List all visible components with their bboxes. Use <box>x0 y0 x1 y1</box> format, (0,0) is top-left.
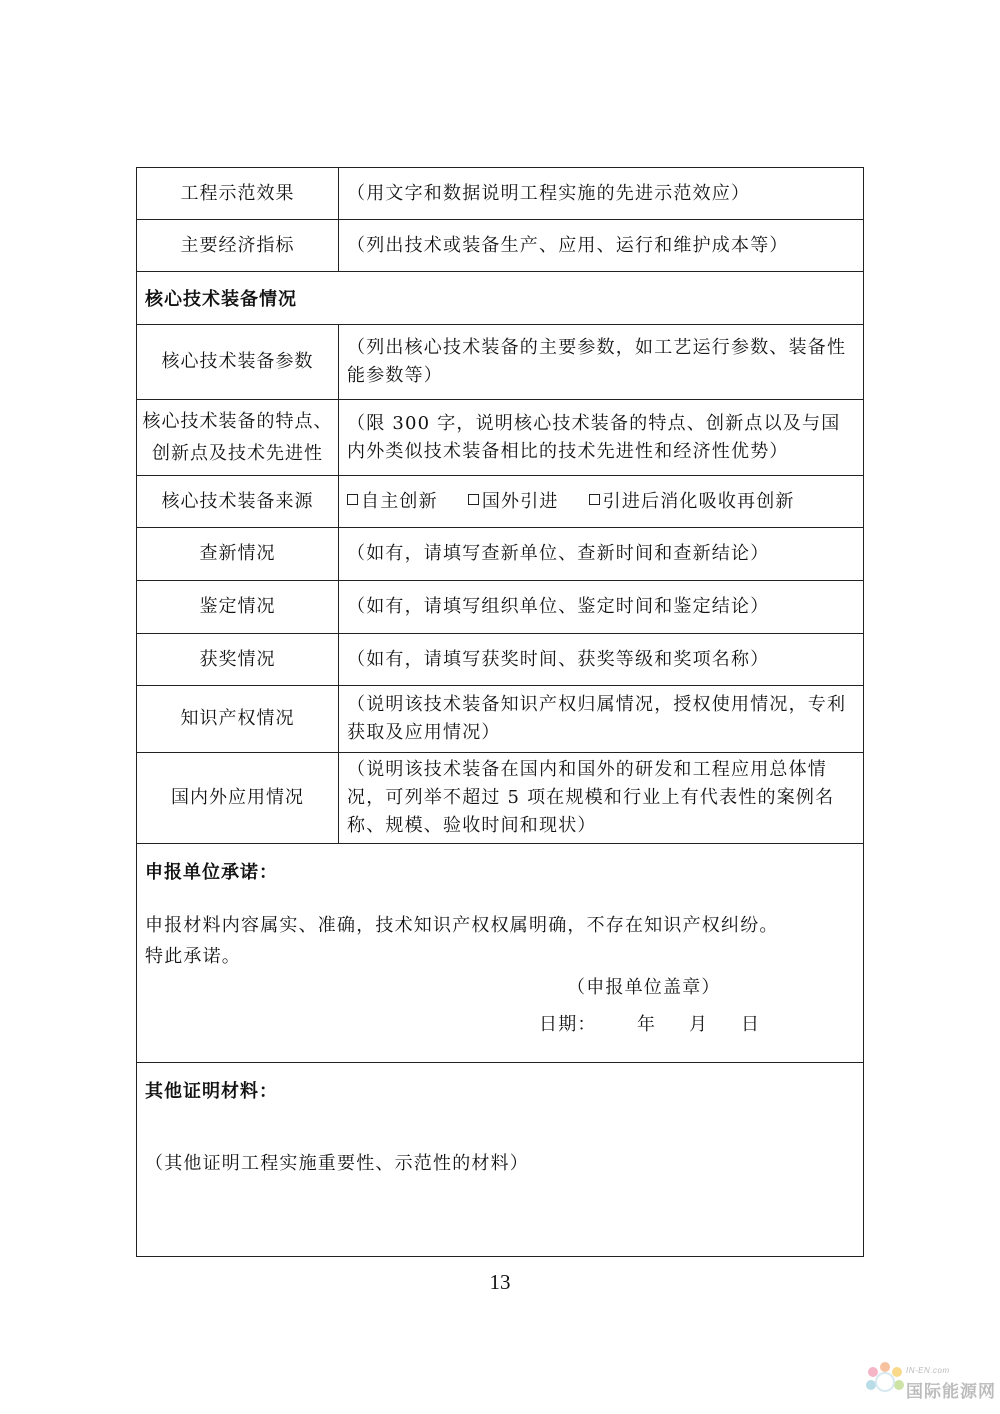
row-label: 核心技术装备的特点、创新点及技术先进性 <box>137 400 339 475</box>
section-title: 核心技术装备情况 <box>145 289 297 310</box>
row-label: 国内外应用情况 <box>137 753 339 843</box>
row-core-source <box>137 476 863 528</box>
row-appraisal <box>137 581 863 634</box>
row-value: （列出技术或装备生产、应用、运行和维护成本等） <box>347 234 789 256</box>
application-form-table <box>136 167 864 1257</box>
row-ip <box>137 686 863 753</box>
row-application <box>137 753 863 844</box>
watermark: IN-EN.com 国际能源网 <box>906 1366 996 1401</box>
source-options <box>339 476 863 527</box>
date-year: 年 <box>637 1014 657 1035</box>
row-value: （列出核心技术装备的主要参数，如工艺运行参数、装备性能参数等） <box>347 337 847 386</box>
option-foreign-import[interactable]: 国外引进 <box>468 488 559 516</box>
row-core-params <box>137 325 863 400</box>
row-economic-indicators <box>137 220 863 272</box>
row-value: （如有，请填写查新单位、查新时间和查新结论） <box>347 543 770 564</box>
section-core-tech <box>137 272 863 325</box>
date-day: 日 <box>741 1014 761 1035</box>
watermark-logo-icon <box>862 1358 908 1404</box>
row-label: 查新情况 <box>137 528 339 580</box>
date-label: 日期： <box>539 1014 597 1035</box>
date-month: 月 <box>689 1014 709 1035</box>
commitment-text: 申报材料内容属实、准确，技术知识产权权属明确，不存在知识产权纠纷。 <box>145 915 779 936</box>
row-value: （用文字和数据说明工程实施的先进示范效应） <box>347 182 751 204</box>
row-label: 获奖情况 <box>137 634 339 685</box>
row-awards <box>137 634 863 686</box>
other-title: 其他证明材料： <box>145 1081 278 1102</box>
row-core-features <box>137 400 863 476</box>
row-value: （如有，请填写获奖时间、获奖等级和奖项名称） <box>347 648 770 670</box>
section-commitment <box>137 844 863 1063</box>
row-value: （限 300 字，说明核心技术装备的特点、创新点以及与国内外类似技术装备相比的技术先进性和经济性优势） <box>347 412 841 462</box>
row-value: （说明该技术装备在国内和国外的研发和工程应用总体情况，可列举不超过 5 项在规模和行业上有代表性的案例名称、规模、验收时间和现状） <box>347 759 835 836</box>
option-re-innovation[interactable]: 引进后消化吸收再创新 <box>589 488 795 516</box>
checkbox-icon[interactable] <box>347 494 358 505</box>
checkbox-icon[interactable] <box>468 494 479 505</box>
row-label: 核心技术装备参数 <box>137 325 339 399</box>
commitment-closing: 特此承诺。 <box>145 946 241 967</box>
row-demo-effect <box>137 168 863 220</box>
row-label: 主要经济指标 <box>137 220 339 271</box>
row-value: （如有，请填写组织单位、鉴定时间和鉴定结论） <box>347 596 770 617</box>
row-label: 知识产权情况 <box>137 686 339 752</box>
other-text: （其他证明工程实施重要性、示范性的材料） <box>145 1153 529 1174</box>
seal-note: （申报单位盖章） <box>567 977 721 998</box>
page-number: 13 <box>489 1270 511 1294</box>
commitment-title: 申报单位承诺： <box>145 862 278 883</box>
row-label: 鉴定情况 <box>137 581 339 633</box>
row-label: 工程示范效果 <box>137 168 339 219</box>
row-value: （说明该技术装备知识产权归属情况，授权使用情况，专利获取及应用情况） <box>347 694 847 743</box>
checkbox-icon[interactable] <box>589 494 600 505</box>
row-label: 核心技术装备来源 <box>137 476 339 527</box>
row-novelty-search <box>137 528 863 581</box>
section-other-materials <box>137 1063 863 1258</box>
option-self-innovation[interactable]: 自主创新 <box>347 488 438 516</box>
